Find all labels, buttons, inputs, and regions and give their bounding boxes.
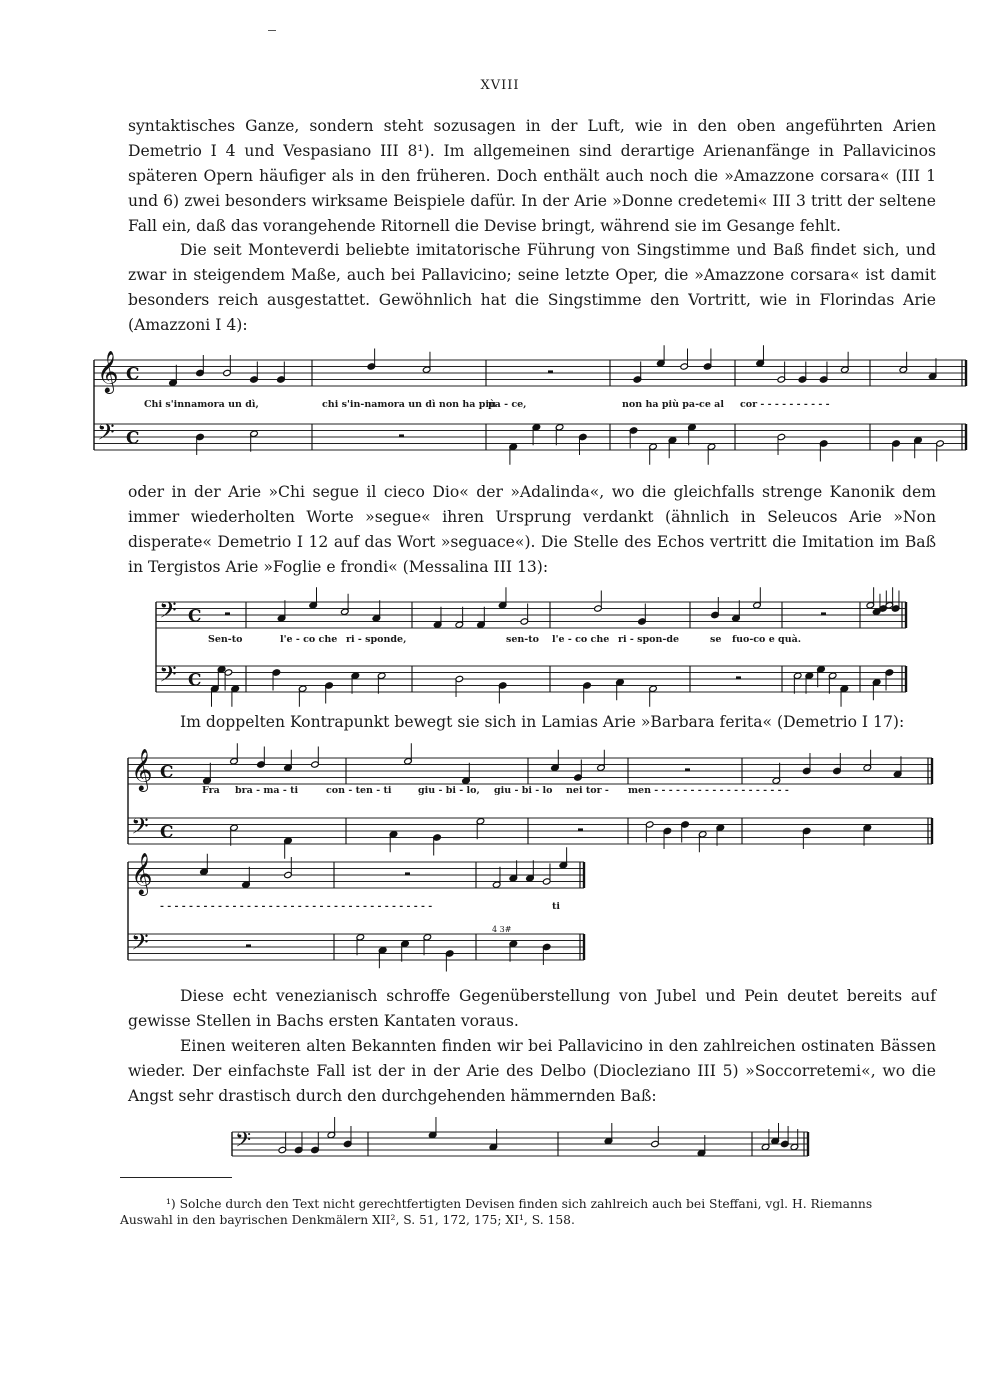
music-example-1 [90,349,970,462]
paragraph-1: syntaktisches Ganze, sondern steht sozusagen in der Luft, wie in den oben angeführten Arien Demetrio I 4 und Vespasiano III 8¹). Im allgemeinen sind derartige Arienanfänge in Pallavicinos späteren Opern häufiger als in den früheren. Doch enthält auch noch die »Amazzone corsara« (III 1 und 6) zwei besonders wirksame Beispiele dafür. In der Arie »Donne credetemi« III 3 tritt der seltene Fall ein, daß das vorangehende Ritornell die Devise bringt, während sie im Gesange fehlt. [128,117,936,235]
footnote [120,1196,940,1228]
rest [225,612,230,615]
lyric: Fra [202,785,220,796]
bass-clef: 𝄢 [131,814,149,846]
paragraph-5: Diese echt venezianisch schroffe Gegenüberstellung von Jubel und Pein deutet bereits auf gewisse Stellen in Bachs ersten Kantaten voraus. [128,987,936,1030]
time-signature: C [188,605,202,626]
paragraph-6: Einen weiteren alten Bekannten finden wir bei Pallavicino in den zahlreichen ostinaten Bässen wieder. Der einfachste Fall ist der in der Arie des Delbo (Diocleziano III 5) »Soccorretemi«, wo die Angst sehr drastisch durch den durchgehenden hämmernden Baß: [128,1037,936,1105]
lyric: bra - ma - ti [235,785,299,796]
treble-clef: 𝄞 [97,349,119,393]
music-example-4 [228,1124,818,1164]
treble-clef: 𝄞 [131,851,153,895]
bass-clef: 𝄢 [159,662,177,694]
bass-clef: 𝄢 [131,930,149,962]
time-signature: C [188,669,202,690]
lyric: men - - - - - - - - - - - - - - - - - - - [628,785,789,796]
lyric: ri - sponde, [346,634,407,645]
rest [736,676,741,679]
footnote-line-1: ¹) Solche durch den Text nicht gerechtfertigten Devisen finden sich zahlreich auch bei Steffani, vgl. H. Riemanns [166,1197,873,1211]
footnote-line-2: Auswahl in den bayrischen Denkmälern XII², S. 51, 172, 175; XI¹, S. 158. [120,1213,575,1227]
bass-clef: 𝄢 [97,420,115,452]
time-signature: C [160,761,174,782]
lyric: ti [552,901,560,912]
rest [821,612,826,615]
rest [399,434,404,437]
figured-bass: 4 3# [492,925,512,934]
bass-clef: 𝄢 [235,1127,252,1157]
lyric: l'e - co che [280,634,338,645]
lyric: chi s'in-namora un dì non ha più [322,399,496,410]
lyric: giu - bi - lo [494,785,553,796]
treble-clef: 𝄞 [131,747,153,791]
lyric: non ha più pa-ce al [622,399,724,410]
lyric: se [710,634,722,645]
footnote-rule [120,1177,232,1178]
time-signature: C [126,363,140,384]
time-signature: C [126,427,140,448]
music-example-3a [120,747,940,852]
bass-clef: 𝄢 [159,598,177,630]
lyric: pa - ce, [488,399,527,410]
lyric: fuo-co e quà. [732,634,802,645]
lyric: sen-to [506,634,539,645]
rest [405,872,410,875]
music-example-3b [120,851,600,972]
score-system-4 [228,1124,818,1164]
lyric: ri - spon-de [618,634,680,645]
score-system-3a [120,747,940,852]
page-number: XVIII [480,78,520,93]
lyric: l'e - co che [552,634,610,645]
paragraph-3: oder in der Arie »Chi segue il cieco Dio« der »Adalinda«, wo die gleichfalls strenge Kanonik dem immer wiederholten Worte »segue« ihren Ursprung verdankt (ähnlich in Seleucos Arie »Non disperate« Demetrio I 12 auf das Wort »seguace«). Die Stelle des Echos vertritt die Imitation im Baß in Tergistos Arie »Foglie e frondi« (Messalina III 13): [128,483,936,576]
lyric: Chi s'innamora un dì, [144,399,259,410]
score-system-3b [120,851,600,972]
lyric: nei tor - [566,785,609,796]
lyric: con - ten - ti [326,785,392,796]
lyric: Sen-to [208,634,243,645]
time-signature: C [160,821,174,842]
page-mark [268,30,276,31]
lyric: cor - - - - - - - - - - [740,399,830,410]
paragraph-4: Im doppelten Kontrapunkt bewegt sie sich in Lamias Arie »Barbara ferita« (Demetrio I 17): [180,713,905,731]
rest [548,370,553,373]
paragraph-2: Die seit Monteverdi beliebte imitatorische Führung von Singstimme und Baß findet sich, und zwar in steigendem Maße, auch bei Pallavicino; seine letzte Oper, die »Amazzone corsara« ist damit besonders reich ausgestattet. Gewöhnlich hat die Singstimme den Vortritt, wie in Florindas Arie (Amazzoni I 4): [128,241,936,334]
lyric: - - - - - - - - - - - - - - - - - - - - - - - - - - - - - - - - - - - - - - [160,901,433,912]
lyric: giu - bi - lo, [418,785,480,796]
rest [578,828,583,831]
music-example-2 [150,596,910,704]
rest [685,768,690,771]
score-system-2 [150,596,910,704]
rest [246,944,251,947]
